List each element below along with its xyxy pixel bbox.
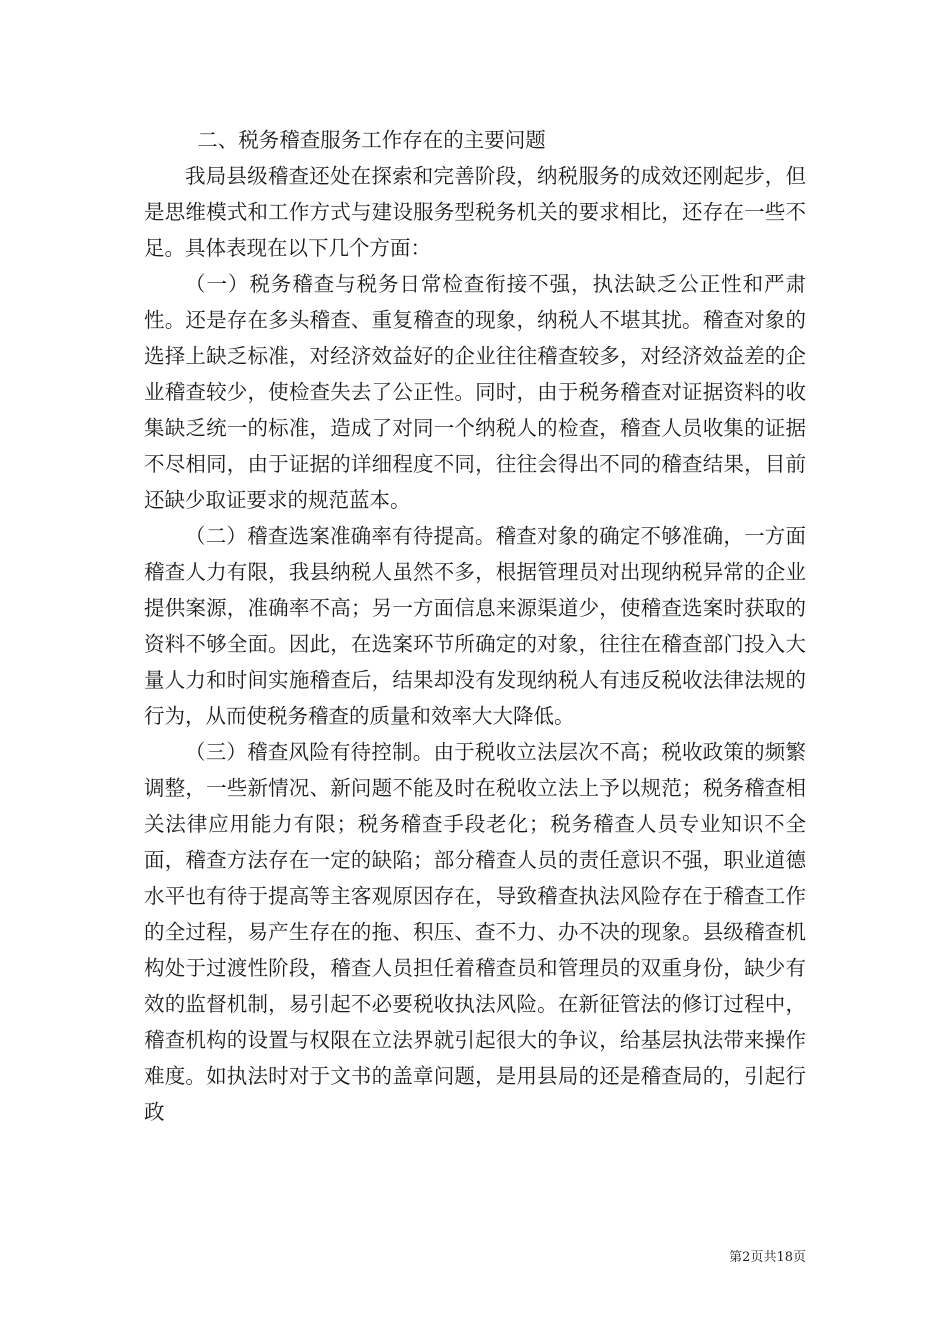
paragraph-intro: 我局县级稽查还处在探索和完善阶段，纳税服务的成效还刚起步，但是思维模式和工作方式与建设服务型税务机关的要求相比，还存在一些不足。具体表现在以下几个方面： [144,164,806,260]
paragraph-point-2: （二）稽查选案准确率有待提高。稽查对象的确定不够准确，一方面稽查人力有限，我县纳税人虽然不多，根据管理员对出现纳税异常的企业提供案源，准确率不高；另一方面信息来源渠道少，使稽查选案时获取的资料不够全面。因此，在选案环节所确定的对象，往往在稽查部门投入大量人力和时间实施稽查后，结果却没有发现纳税人有违反税收法律法规的行为，从而使税务稽查的质量和效率大大降低。 [144,524,806,728]
paragraph-point-3: （三）稽查风险有待控制。由于税收立法层次不高；税收政策的频繁调整，一些新情况、新问题不能及时在税收立法上予以规范；税务稽查相关法律应用能力有限；税务稽查手段老化；税务稽查人员专业知识不全面，稽查方法存在一定的缺陷；部分稽查人员的责任意识不强，职业道德水平也有待于提高等主客观原因存在，导致稽查执法风险存在于稽查工作的全过程，易产生存在的拖、积压、查不力、办不决的现象。县级稽查机构处于过渡性阶段，稽查人员担任着稽查员和管理员的双重身份，缺少有效的监督机制，易引起不必要税收执法风险。在新征管法的修订过程中，稽查机构的设置与权限在立法界就引起很大的争议，给基层执法带来操作难度。如执法时对于文书的盖章问题，是用县局的还是稽查局的，引起行政 [144,740,806,1124]
document-body [144,122,806,1130]
paragraph-point-1: （一）税务稽查与税务日常检查衔接不强，执法缺乏公正性和严肃性。还是存在多头稽查、重复稽查的现象，纳税人不堪其扰。稽查对象的选择上缺乏标准，对经济效益好的企业往往稽查较多，对经济效益差的企业稽查较少，使检查失去了公正性。同时，由于税务稽查对证据资料的收集缺乏统一的标准，造成了对同一个纳税人的检查，稽查人员收集的证据不尽相同，由于证据的详细程度不同，往往会得出不同的稽查结果，目前还缺少取证要求的规范蓝本。 [144,272,806,512]
page-number: 第2页共18页 [729,1250,806,1265]
section-heading: 二、税务稽查服务工作存在的主要问题 [197,128,546,152]
